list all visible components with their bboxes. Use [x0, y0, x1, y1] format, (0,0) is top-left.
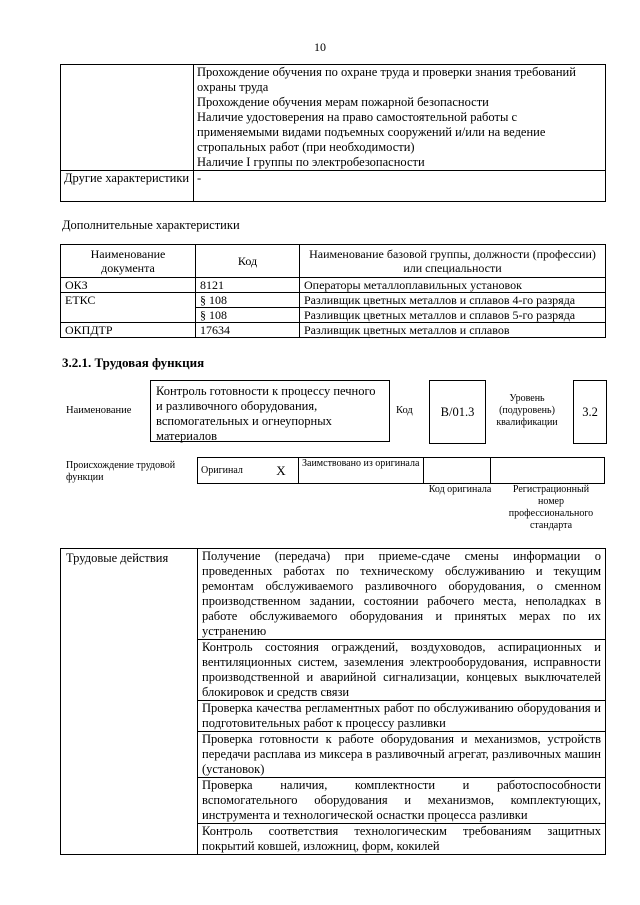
level-box [573, 380, 607, 444]
action-item: Проверка качества регламентных работ по обслуживанию оборудования и подготовительных работ к процессу разливки [198, 701, 606, 732]
action-item: Контроль соответствия технологическим требованиям защитных покрытий ковшей, изложниц, форм, кокилей [198, 824, 606, 855]
function-name: Контроль готовности к процессу печного и разливочного оборудования, вспомогательных и огнеупорных материалов [156, 384, 376, 443]
other-characteristics-value: - [194, 171, 606, 202]
action-item: Контроль состояния ограждений, воздуховодов, аспирационных и вентиляционных систем, заземления электрооборудования, исправности производственной и аварийной сигнализации, концевых выключателей блокировок и средств связи [198, 640, 606, 701]
code-label: Код [396, 405, 413, 416]
action-item: Проверка наличия, комплектности и работоспособности вспомогательного оборудования и механизмов, комплектующих, инструмента и технологической оснастки процесса разливки [198, 778, 606, 824]
reg-number-caption: Регистрационный номер профессионального стандарта [508, 484, 594, 531]
header-code: Код [196, 245, 300, 278]
function-code-box [429, 380, 486, 444]
requirement-line: Прохождение обучения по охране труда и проверки знания требований охраны труда [197, 65, 576, 94]
action-item: Получение (передача) при приеме-сдаче смены информации о проведенных работах по техническому обслуживанию и текущим ремонтам обслуживаемого разливочного оборудования, о сменном производственном задании, состоянии рабочего места, неполадках в работе обслуживаемого оборудования и принятых мерах по их устранению [198, 549, 606, 640]
origin-code-caption: Код оригинала [428, 484, 492, 495]
origin-table [197, 457, 605, 484]
origin-label: Происхождение трудовой функции [66, 460, 176, 483]
original-mark: X [264, 458, 299, 484]
requirement-line: Наличие I группы по электробезопасности [197, 155, 425, 169]
row-code: § 108 [196, 308, 300, 323]
reg-number-cell [491, 458, 605, 484]
borrowed-label: Заимствовано из оригинала [299, 458, 424, 484]
actions-table [60, 548, 606, 855]
table-row [61, 278, 606, 293]
row-group: Разливщик цветных металлов и сплавов [300, 323, 606, 338]
requirements-cell [194, 65, 606, 171]
additional-table [60, 244, 606, 338]
origin-code-cell [424, 458, 491, 484]
table-row [61, 293, 606, 308]
action-item: Проверка готовности к работе оборудования и механизмов, устройств передачи расплава из миксера в разливочный агрегат, разливочных машин (установок) [198, 732, 606, 778]
actions-label: Трудовые действия [61, 549, 198, 855]
table-row [61, 323, 606, 338]
row-document: ОКПДТР [61, 323, 196, 338]
additional-heading: Дополнительные характеристики [62, 218, 240, 232]
requirement-line: Наличие удостоверения на право самостоятельной работы с применяемыми видами подъемных сооружений и/или на ведение стропальных работ (при необходимости) [197, 110, 546, 154]
row-code: 17634 [196, 323, 300, 338]
level-value: 3.2 [582, 404, 598, 419]
requirement-line: Прохождение обучения мерам пожарной безопасности [197, 95, 489, 109]
header-document: Наименование документа [61, 245, 196, 278]
header-group: Наименование базовой группы, должности (профессии) или специальности [300, 245, 606, 278]
row-code: 8121 [196, 278, 300, 293]
level-label: Уровень (подуровень) квалификации [496, 393, 558, 428]
section-title: 3.2.1. Трудовая функция [62, 355, 205, 370]
name-label: Наименование [66, 405, 132, 416]
function-name-box [150, 380, 390, 442]
page-number: 10 [314, 40, 326, 54]
requirements-empty-cell [61, 65, 194, 171]
requirements-table [60, 64, 606, 202]
row-group: Операторы металлоплавильных установок [300, 278, 606, 293]
row-document: ОКЗ [61, 278, 196, 293]
other-characteristics-label: Другие характеристики [61, 171, 194, 202]
original-label: Оригинал [198, 458, 265, 484]
row-group: Разливщик цветных металлов и сплавов 4-го разряда [300, 293, 606, 308]
function-code: B/01.3 [440, 404, 475, 419]
row-group: Разливщик цветных металлов и сплавов 5-го разряда [300, 308, 606, 323]
row-code: § 108 [196, 293, 300, 308]
row-document: ЕТКС [61, 293, 196, 323]
